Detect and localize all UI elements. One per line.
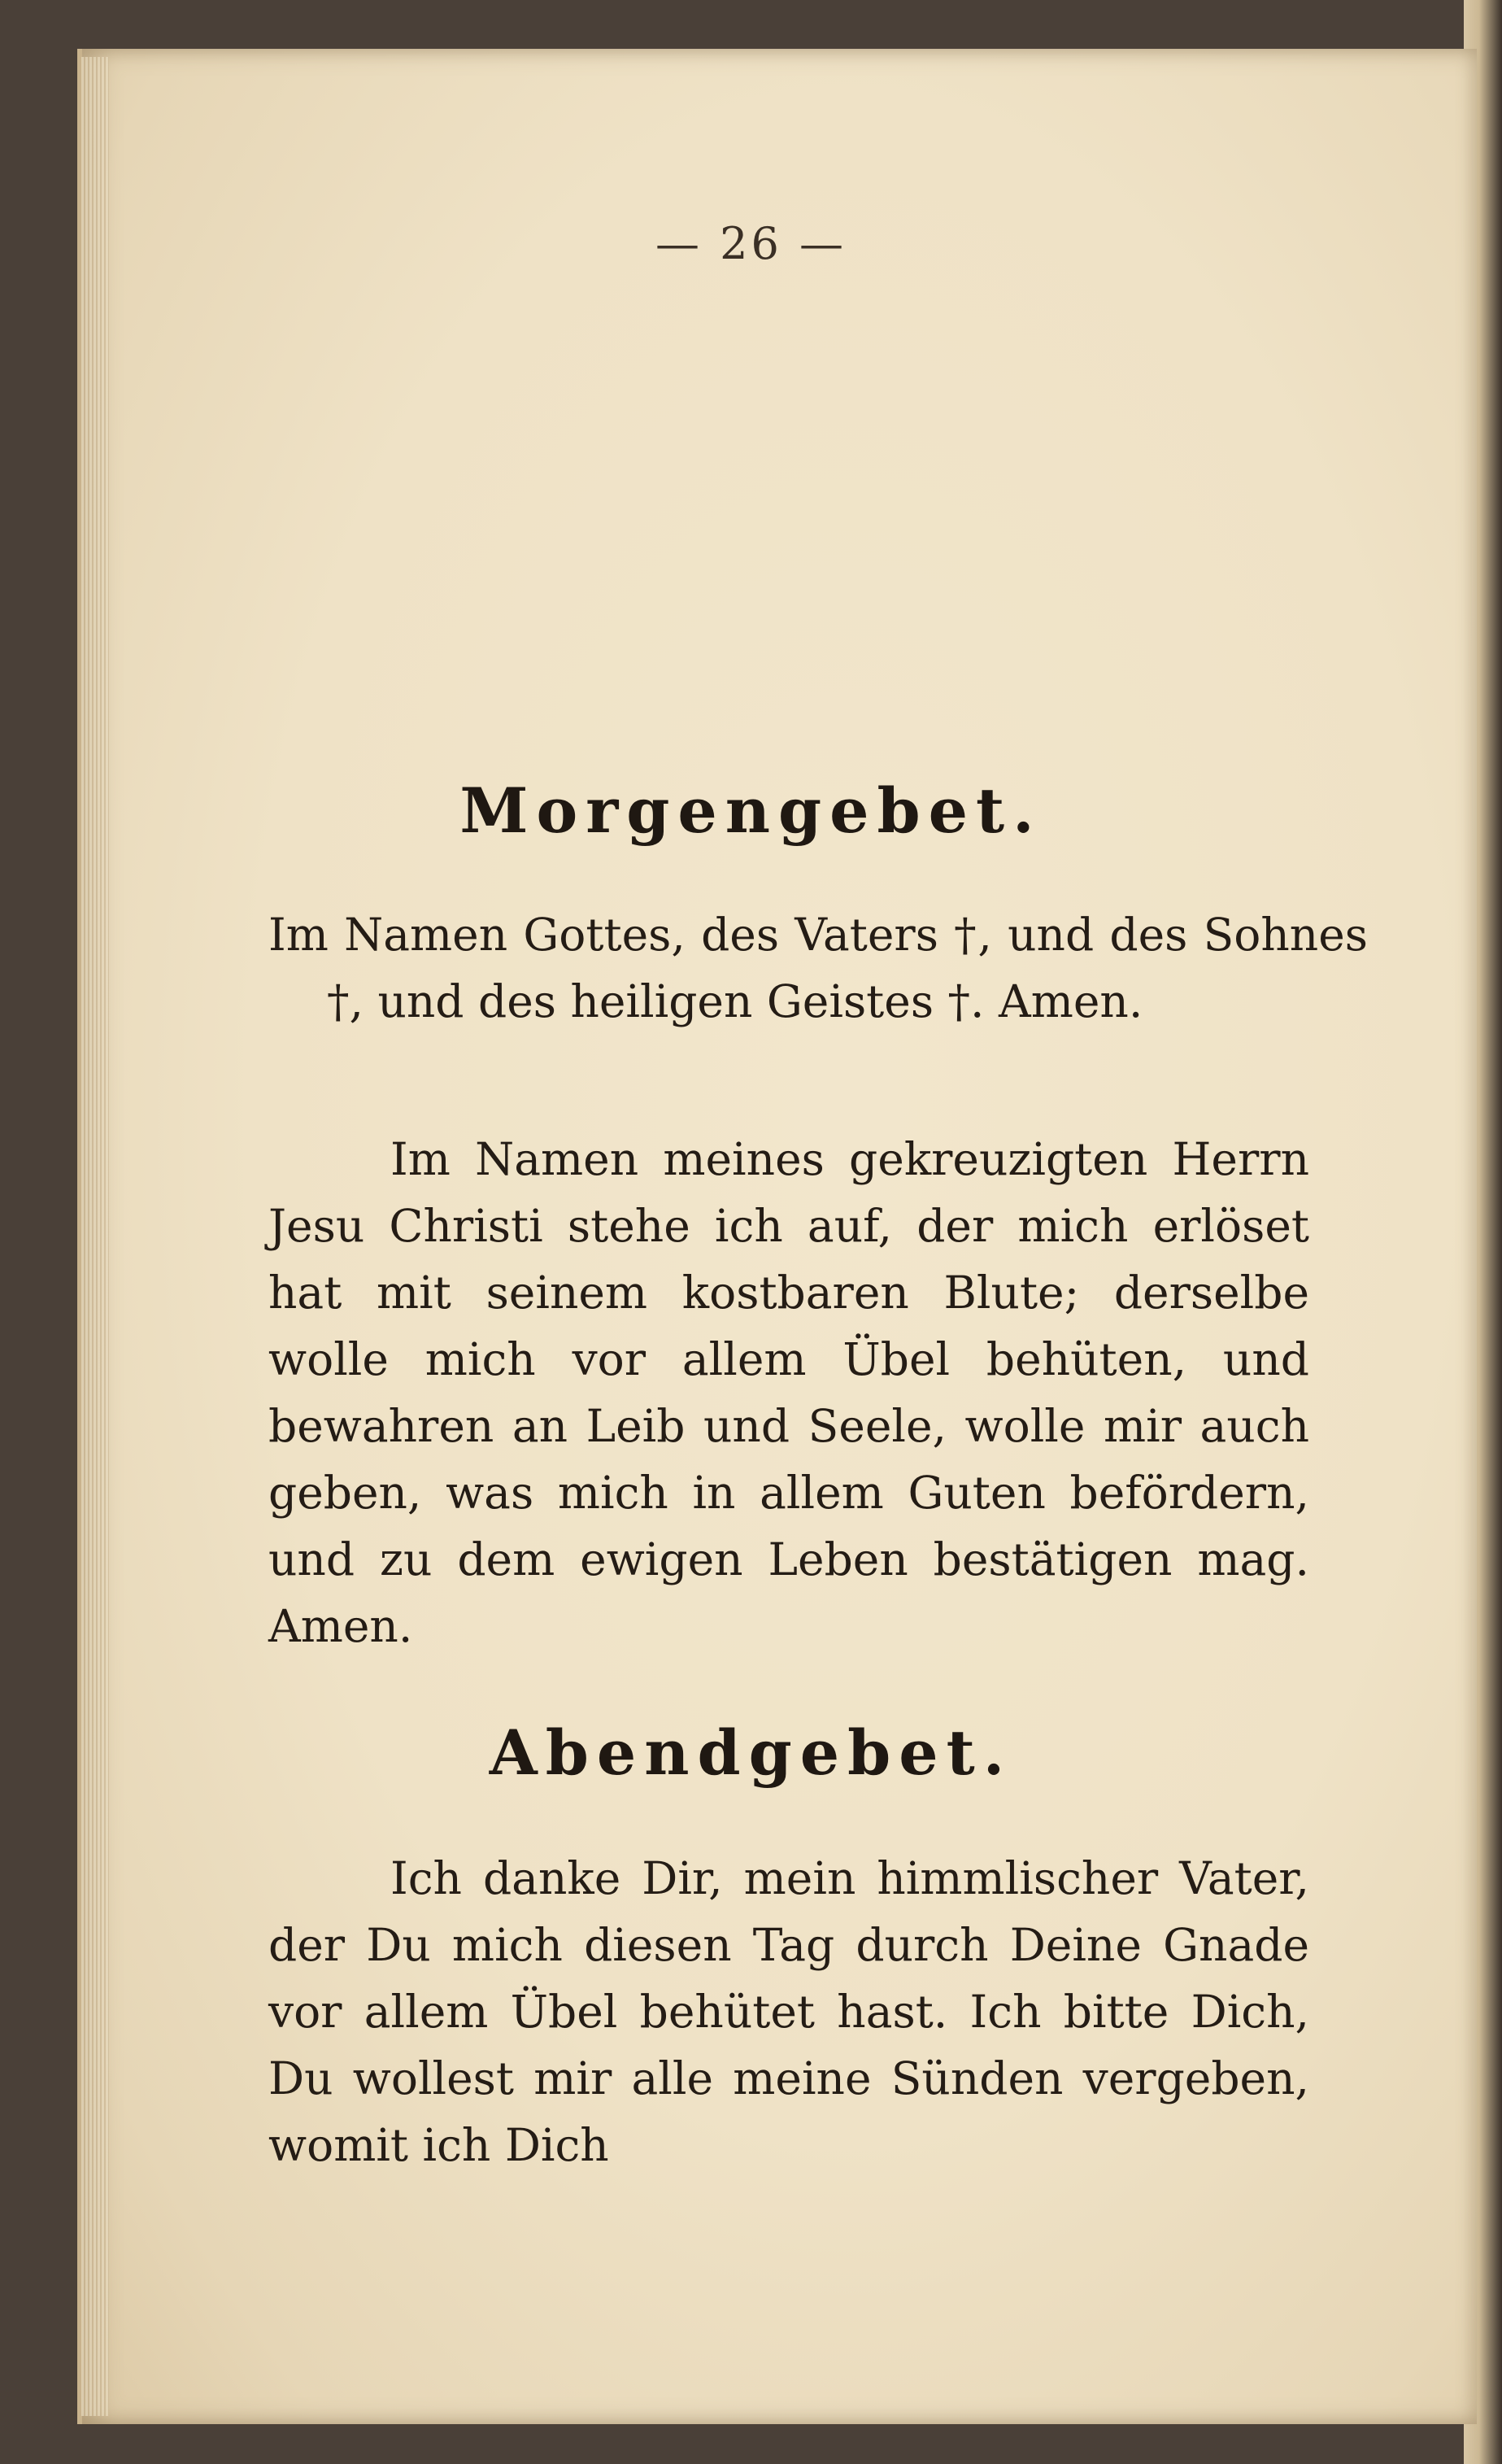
heading-morgengebet: Morgengebet. [459, 774, 1043, 847]
paragraph-morning-prayer: Im Namen meines gekreuzigten Herrn Jesu Christi stehe ich auf, der mich erlöset hat mit seinem kostbaren Blute; derselbe wolle mich vor allem Übel behüten, und bewahren an Leib und Seele, wolle mir auch geben, was mich in allem Guten befördern, und zu dem ewigen Leben bestätigen mag. Amen. [268, 1133, 1309, 1652]
paragraph-evening-prayer: Ich danke Dir, mein himmlischer Vater, der Du mich diesen Tag durch Deine Gnade vor allem Übel behütet hast. Ich bitte Dich, Du wollest mir alle meine Sünden vergeben, womit ich Dich [268, 1852, 1309, 2171]
page-stack-edges [81, 57, 109, 2416]
heading-abendgebet: Abendgebet. [489, 1716, 1013, 1789]
paragraph-invocation: Im Namen Gottes, des Vaters †, und des Sohnes †, und des heiligen Geistes †. Amen. [268, 909, 1368, 1027]
page-number: — 26 — [655, 218, 847, 269]
